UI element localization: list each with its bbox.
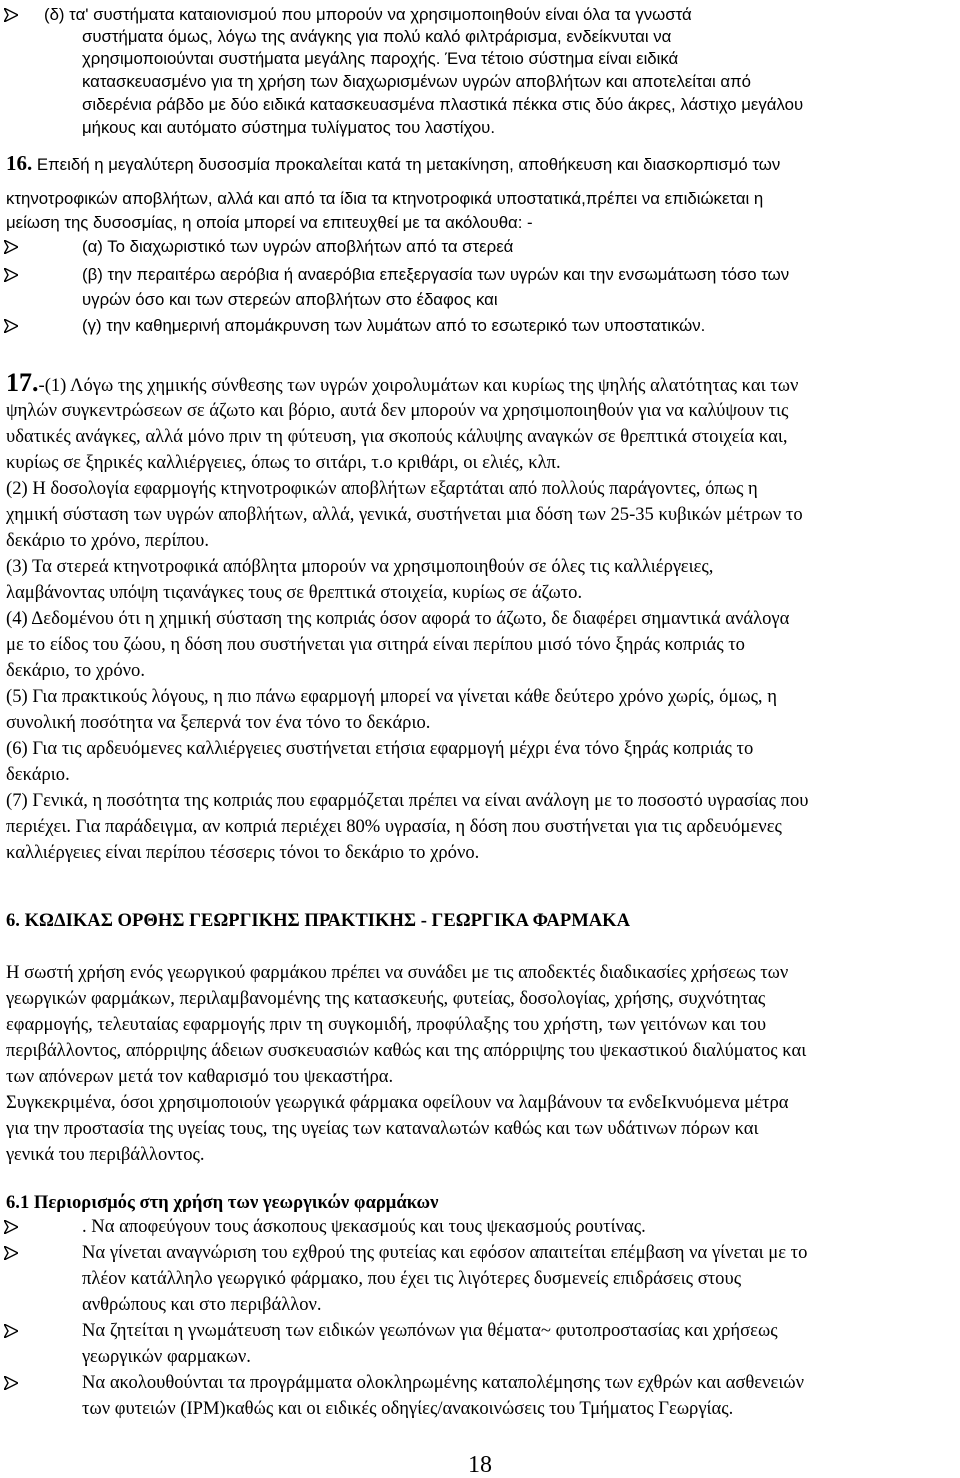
text-line: Συγκεκριμένα, όσοι χρησιμοποιούν γεωργικά φάρμακα οφείλουν να λαμβάνουν τα ενδεΙκνυόμενα μέτρα — [6, 1092, 789, 1113]
list-item: (α) Το διαχωριστικό των υγρών αποβλήτων από τα στερεά — [82, 237, 514, 256]
arrowhead-bullet-icon — [4, 1240, 26, 1266]
section-heading: 6.1 Περιορισμός στη χρήση των γεωργικών φαρμάκων — [6, 1192, 439, 1213]
text-line: περιβάλλοντος, απόρριψης άδειων συσκευασιών καθώς και της απόρριψης του ψεκαστικού διαλύματος και — [6, 1040, 807, 1061]
page-number: 18 — [468, 1452, 492, 1478]
text-line: ψηλών συγκεντρώσεων σε άζωτο και βόριο, αυτά δεν μπορούν να χρησιμοποιηθούν για να καλύψουν τις — [6, 400, 789, 421]
section-number: 17. — [6, 368, 39, 397]
text-line: (5) Για πρακτικούς λόγους, η πιο πάνω εφαρμογή μπορεί να γίνεται κάθε δεύτερο χρόνο χωρίς, όμως, η — [6, 686, 777, 707]
text-line: περιέχει. Για παράδειγμα, αν κοπριά περιέχει 80% υγρασία, η δόση που συστήνεται για τις αρδευόμενες — [6, 816, 782, 837]
text-line: υδατικές ανάγκες, αλλά μόνο πριν τη φύτευση, για σκοπούς κάλυψης αναγκών σε θρεπτικά στοιχεία και, — [6, 426, 788, 447]
text-line: Επειδή η μεγαλύτερη δυσοσμία προκαλείται κατά τη μετακίνηση, αποθήκευση και διασκορπισμό των — [36, 155, 781, 174]
text-line: (3) Τα στερεά κτηνοτροφικά απόβλητα μπορούν να χρησιμοποιηθούν σε όλες τις καλλιέργειες, — [6, 556, 714, 577]
text-line: κατασκευασμένο για τη χρήση των διαχωρισμένων υγρών αποβλήτων και αποτελείται από — [82, 72, 752, 91]
list-item: υγρών όσο και των στερεών αποβλήτων στο έδαφος και — [82, 290, 498, 309]
list-item: των φυτειών (ΙΡΜ)καθώς και οι ειδικές οδηγίες/ανακοινώσεις του Τμήματος Γεωργίας. — [82, 1398, 734, 1419]
text-line: των απόνερων μετά τον καθαρισμό του ψεκαστήρα. — [6, 1066, 394, 1087]
text-line: δεκάριο το χρόνο, περίπου. — [6, 530, 210, 551]
section-16-first-line — [6, 150, 780, 176]
text-line: εφαρμογής, τελευταίας εφαρμογής πριν τη συγκομιδή, προφύλαξης του χρήστη, των γειτόνων και του — [6, 1014, 767, 1035]
text-line: κυρίως σε ξηρικές καλλιέργειες, όπως το σιτάρι, τ.ο κριθάρι, οι ελιές, κλπ. — [6, 452, 561, 473]
list-item: πλέον κατάλληλο γεωργικό φάρμακο, που έχει τις λιγότερες δυσμενείς επιδράσεις στους — [82, 1268, 742, 1289]
section-number: 16. — [6, 151, 33, 175]
list-item: Να γίνεται αναγνώριση του εχθρού της φυτείας και εφόσον απαιτείται επέμβαση να γίνεται με το — [82, 1242, 808, 1263]
text-line: μήκους και αυτόματο σύστημα τυλίγματος του λαστίχου. — [82, 118, 496, 137]
text-line: λαμβάνοντας υπόψη τιςανάγκες τους σε θρεπτικά στοιχεία, κυρίως σε άζωτο. — [6, 582, 583, 603]
list-item: (β) την περαιτέρω αερόβια ή αναερόβια επεξεργασία των υγρών και την ενσωμάτωση τόσο των — [82, 265, 790, 284]
text-line: (4) Δεδομένου ότι η χημική σύσταση της κοπριάς όσον αφορά το άζωτο, δε διαφέρει σημαντικά ανάλογα — [6, 608, 790, 629]
list-item: γεωργικών φαρμακων. — [82, 1346, 251, 1367]
arrowhead-bullet-icon — [4, 1214, 26, 1240]
list-item: . Να αποφεύγουν τους άσκοπους ψεκασμούς και τους ψεκασμούς ρουτίνας. — [82, 1216, 646, 1237]
text-line: -(1) Λόγω της χημικής σύνθεσης των υγρών χοιρολυμάτων και κυρίως της ψηλής αλατότητας και των — [38, 375, 799, 396]
text-line: συνολική ποσότητα να ξεπερνά τον ένα τόνο το δεκάριο. — [6, 712, 431, 733]
text-line: (7) Γενικά, η ποσότητα της κοπριάς που εφαρμόζεται πρέπει να είναι ανάλογη με το ποσοστό υγρασίας που — [6, 790, 809, 811]
text-line: γενικά του περιβάλλοντος. — [6, 1144, 205, 1165]
arrowhead-bullet-icon — [4, 262, 26, 288]
arrowhead-bullet-icon — [4, 313, 26, 339]
list-item: Να ακολουθούνται τα προγράμματα ολοκληρωμένης καταπολέμησης των εχθρών και ασθενειών — [82, 1372, 804, 1393]
list-item: ανθρώπους και στο περιβάλλον. — [82, 1294, 322, 1315]
arrowhead-bullet-icon — [4, 1318, 26, 1344]
arrowhead-bullet-icon — [4, 234, 26, 260]
arrowhead-bullet-icon — [4, 2, 26, 28]
chapter-heading: 6. ΚΩΔΙΚΑΣ ΟΡΘΗΣ ΓΕΩΡΓΙΚΗΣ ΠΡΑΚΤΙΚΗΣ - ΓΕΩΡΓΙΚΑ ΦΑΡΜΑΚΑ — [6, 910, 631, 931]
list-item: (γ) την καθημερινή απομάκρυνση των λυμάτων από το εσωτερικό των υποστατικών. — [82, 316, 706, 335]
text-line: (δ) τα' συστήματα καταιονισμού που μπορούν να χρησιμοποιηθούν είναι όλα τα γνωστά — [44, 5, 692, 24]
text-line: μείωση της δυσοσμίας, η οποία μπορεί να επιτευχθεί με τα ακόλουθα: - — [6, 213, 533, 232]
text-line: (2) Η δοσολογία εφαρμογής κτηνοτροφικών αποβλήτων εξαρτάται από πολλούς παράγοντες, όπως η — [6, 478, 758, 499]
text-line: Η σωστή χρήση ενός γεωργικού φαρμάκου πρέπει να συνάδει με τις αποδεκτές διαδικασίες χρήσεως των — [6, 962, 789, 983]
text-line: χημική σύσταση των υγρών αποβλήτων, αλλά, γενικά, συστήνεται μια δόση των 25-35 κυβικών μέτρων το — [6, 504, 803, 525]
text-line: γεωργικών φαρμάκων, περιλαμβανομένης της κατασκευής, φυτείας, δοσολογίας, χρήσης, συχνότητας — [6, 988, 766, 1009]
text-line: συστήματα όμως, λόγω της ανάγκης για πολύ καλό φιλτράρισμα, ενδείκνυται να — [82, 27, 672, 46]
text-line: χρησιμοποιούνται συστήματα μεγάλης παροχής. Ένα τέτοιο σύστημα είναι ειδικά — [82, 49, 679, 68]
text-line: δεκάριο, το χρόνο. — [6, 660, 145, 681]
text-line: (6) Για τις αρδευόμενες καλλιέργειες συστήνεται ετήσια εφαρμογή μέχρι ένα τόνο ξηράς κοπριάς το — [6, 738, 754, 759]
text-line: σιδερένια ράβδο με δύο ειδικά κατασκευασμένα πλαστικά πέκκα στις δύο άκρες, λάστιχο μεγάλου — [82, 95, 804, 114]
text-line: καλλιέργειες είναι περίπου τέσσερις τόνοι το δεκάριο το χρόνο. — [6, 842, 480, 863]
section-17-first-line — [6, 368, 798, 398]
text-line: δεκάριο. — [6, 764, 70, 785]
text-line: με το είδος του ζώου, η δόση που συστήνεται για σιτηρά είναι περίπου μισό τόνο ξηράς κοπριάς το — [6, 634, 745, 655]
arrowhead-bullet-icon — [4, 1370, 26, 1396]
text-line: κτηνοτροφικών αποβλήτων, αλλά και από τα ίδια τα κτηνοτροφικά υποστατικά,πρέπει να επιδιώκεται η — [6, 189, 764, 208]
text-line: για την προστασία της υγείας τους, της υγείας των καταναλωτών καθώς και των υδάτινων πόρων και — [6, 1118, 759, 1139]
list-item: Να ζητείται η γνωμάτευση των ειδικών γεωπόνων για θέματα~ φυτοπροστασίας και χρήσεως — [82, 1320, 778, 1341]
